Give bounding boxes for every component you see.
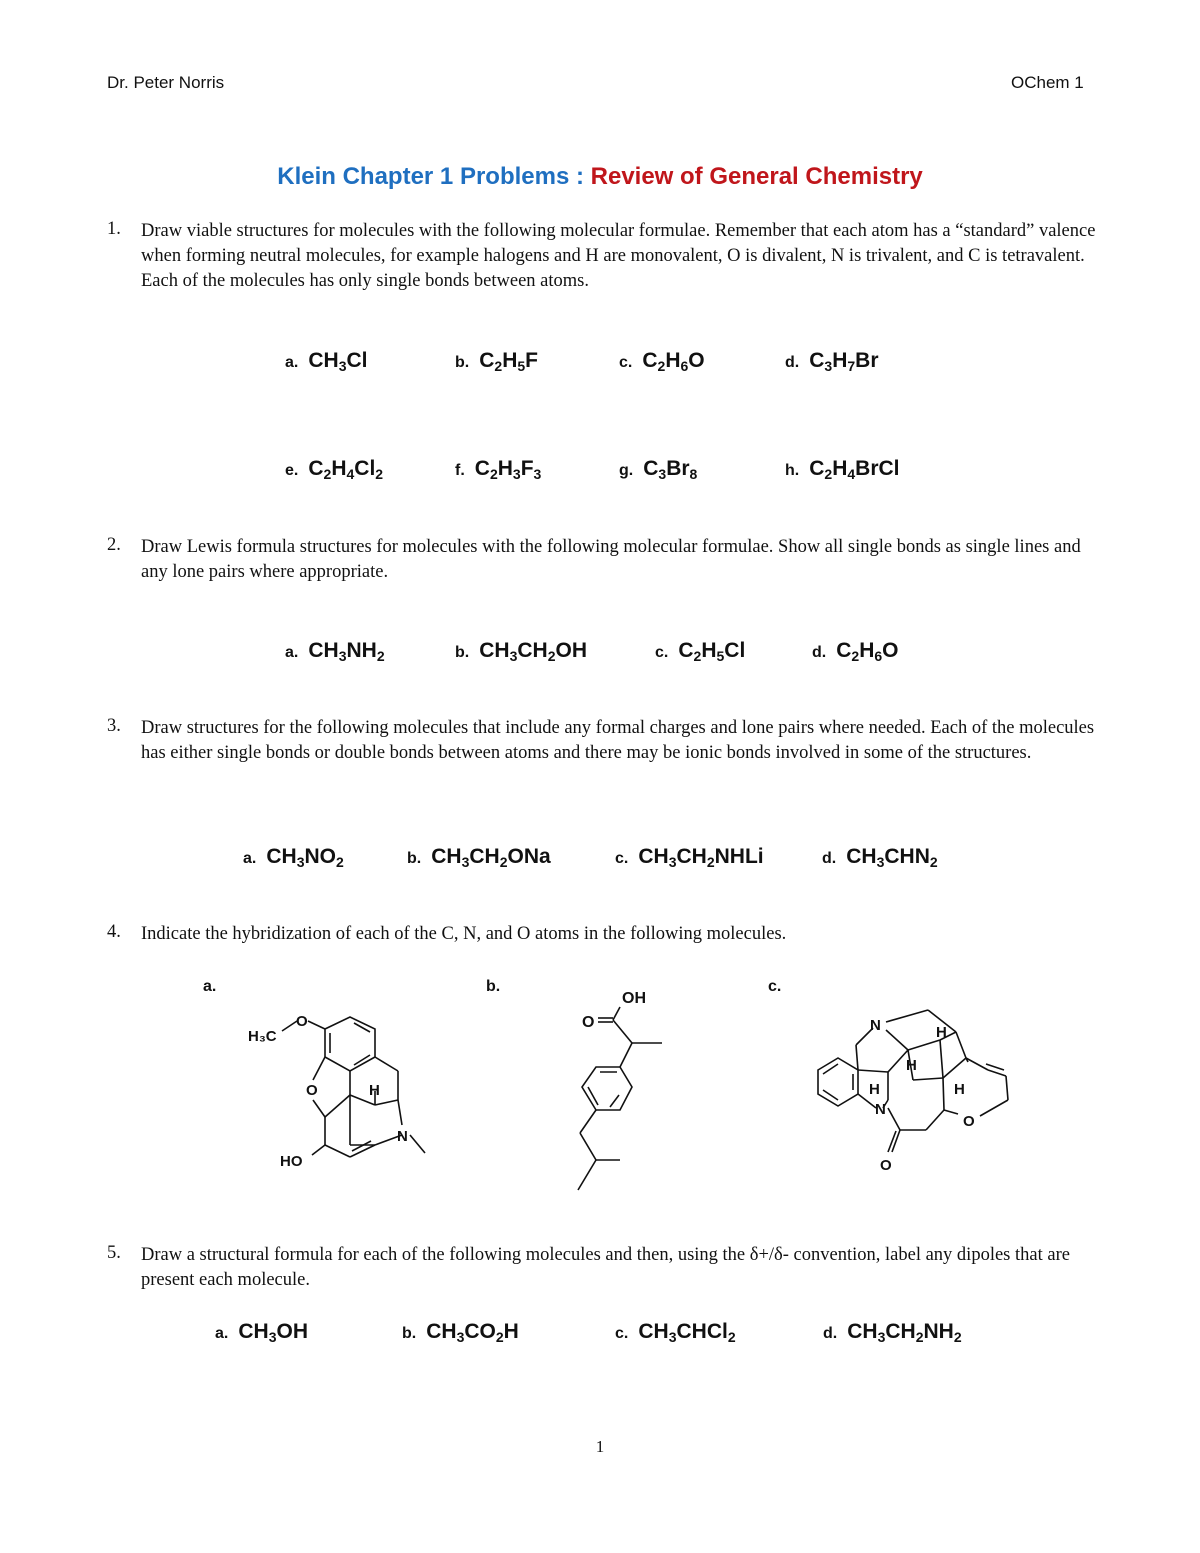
q1-item-d: d. $C_3H_7Br$ xyxy=(785,349,879,374)
svg-text:H₃C: H₃C xyxy=(248,1028,277,1045)
q5-item-d: d. $CH_3CH_2NH_2$ xyxy=(823,1320,962,1345)
q1-item-c: c. $C_2H_6O$ xyxy=(619,349,705,374)
svg-text:N: N xyxy=(870,1017,881,1034)
q2-number: 2. xyxy=(107,535,121,555)
header-author: Dr. Peter Norris xyxy=(107,73,225,92)
title-part-1: Klein Chapter 1 Problems : xyxy=(277,163,591,190)
q3-item-b: b. $CH_3CH_2ONa$ xyxy=(407,845,551,870)
svg-text:O: O xyxy=(306,1082,318,1099)
svg-text:O: O xyxy=(963,1113,975,1130)
q1-item-f: f. $C_2H_3F_3$ xyxy=(455,457,542,482)
q4-text: Indicate the hybridization of each of the C, N, and O atoms in the following molecules. xyxy=(141,924,787,944)
svg-text:O: O xyxy=(880,1157,892,1174)
svg-text:N: N xyxy=(875,1101,886,1118)
svg-text:H: H xyxy=(936,1024,947,1041)
structure-a xyxy=(230,995,440,1175)
q4-number: 4. xyxy=(107,922,121,942)
svg-text:HO: HO xyxy=(280,1153,303,1170)
q1-item-a: a. $CH_3Cl$ xyxy=(285,349,368,374)
svg-text:H: H xyxy=(369,1082,380,1099)
page-title xyxy=(0,163,1200,191)
q4-label-c: c. xyxy=(768,978,782,995)
q2-text: Draw Lewis formula structures for molecules with the following molecular formulae. Show all single bonds as single lines and any lone pairs where appropriate. xyxy=(141,537,1081,582)
q3-text: Draw structures for the following molecules that include any formal charges and lone pairs where needed. Each of the molecules has either single bonds or double bonds between atoms and there may be ionic bonds involved in some of the structures. xyxy=(141,718,1095,763)
svg-text:OH: OH xyxy=(622,990,646,1007)
svg-text:H: H xyxy=(954,1081,965,1098)
svg-text:N: N xyxy=(397,1128,408,1145)
q1-item-b: b. $C_2H_5F$ xyxy=(455,349,538,374)
q4-label-a: a. xyxy=(203,978,217,995)
svg-text:O: O xyxy=(296,1013,308,1030)
structure-b xyxy=(560,985,680,1195)
q1-item-g: g. $C_3Br_8$ xyxy=(619,457,698,482)
q1-item-e: e. $C_2H_4Cl_2$ xyxy=(285,457,384,482)
structure-c xyxy=(808,1000,1028,1180)
svg-text:O: O xyxy=(582,1014,595,1031)
q2-item-a: a. $CH_3NH_2$ xyxy=(285,639,385,664)
q4-label-b: b. xyxy=(486,978,501,995)
q3-item-a: a. $CH_3NO_2$ xyxy=(243,845,344,870)
q1-text: Draw viable structures for molecules with the following molecular formulae. Remember that each atom has a “standard” valence when forming neutral molecules, for example halogens and H are monovalent, O is divalent, N is trivalent, and C is tetravalent. Each of the molecules has only single bonds between atoms. xyxy=(141,221,1096,291)
header-course: OChem 1 xyxy=(1011,73,1084,92)
svg-text:H: H xyxy=(906,1057,917,1074)
q5-text: Draw a structural formula for each of the following molecules and then, using the δ+/δ- convention, label any dipoles that are present each molecule. xyxy=(141,1245,1070,1290)
page-number: 1 xyxy=(595,1437,605,1456)
q1-item-h: h. $C_2H_4BrCl$ xyxy=(785,457,900,482)
title-part-2: Review of General Chemistry xyxy=(590,163,923,190)
q2-item-c: c. $C_2H_5Cl$ xyxy=(655,639,746,664)
q1-number: 1. xyxy=(107,219,121,239)
q5-number: 5. xyxy=(107,1243,121,1263)
svg-text:H: H xyxy=(869,1081,880,1098)
q2-item-d: d. $C_2H_6O$ xyxy=(812,639,899,664)
q3-item-c: c. $CH_3CH_2NHLi$ xyxy=(615,845,764,870)
q3-number: 3. xyxy=(107,716,121,736)
q5-item-a: a. $CH_3OH$ xyxy=(215,1320,308,1345)
q5-item-b: b. $CH_3CO_2H$ xyxy=(402,1320,519,1345)
q5-item-c: c. $CH_3CHCl_2$ xyxy=(615,1320,736,1345)
q3-item-d: d. $CH_3CHN_2$ xyxy=(822,845,938,870)
q2-item-b: b. $CH_3CH_2OH$ xyxy=(455,639,587,664)
